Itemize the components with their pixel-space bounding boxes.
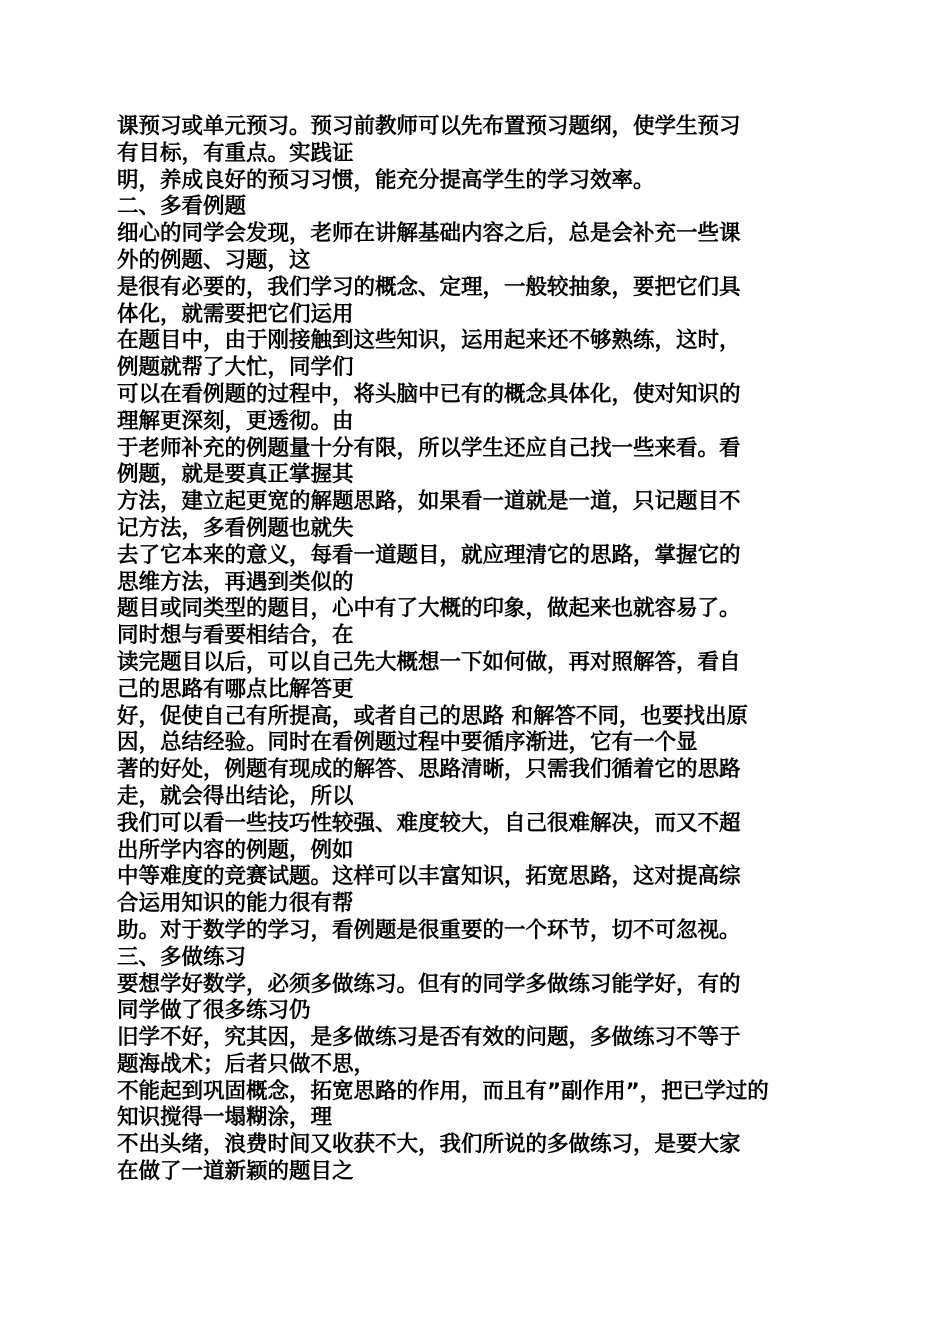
text-line: 题海战术；后者只做不思，	[117, 1051, 376, 1077]
text-line: 旧学不好，究其因，是多做练习是否有效的问题，多做练习不等于	[117, 1025, 741, 1051]
text-line: 记方法，多看例题也就失	[117, 515, 354, 541]
text-line: 己的思路有哪点比解答更	[117, 676, 354, 702]
text-line: 助。对于数学的学习，看例题是很重要的一个环节，切不可忽视。	[117, 917, 741, 943]
text-line: 我们可以看一些技巧性较强、难度较大，自己很难解决，而又不超	[117, 810, 741, 836]
text-line: 因，总结经验。同时在看例题过程中要循序渐进，它有一个显	[117, 730, 698, 756]
text-line: 可以在看例题的过程中，将头脑中已有的概念具体化，使对知识的	[117, 381, 741, 407]
text-line: 明，养成良好的预习习惯，能充分提高学生的学习效率。	[117, 167, 655, 193]
text-line: 读完题目以后，可以自己先大概想一下如何做，再对照解答，看自	[117, 649, 741, 675]
text-line: 三、多做练习	[117, 944, 247, 970]
text-line: 二、多看例题	[117, 194, 247, 220]
text-line: 要想学好数学，必须多做练习。但有的同学多做练习能学好，有的	[117, 971, 741, 997]
text-line: 题目或同类型的题目，心中有了大概的印象，做起来也就容易了。	[117, 596, 741, 622]
text-line: 好，促使自己有所提高，或者自己的思路 和解答不同，也要找出原	[117, 703, 748, 729]
text-line: 同学做了很多练习仍	[117, 998, 311, 1024]
text-line: 合运用知识的能力很有帮	[117, 891, 354, 917]
document-body	[117, 114, 837, 1186]
text-line: 不出头绪，浪费时间又收获不大，我们所说的多做练习，是要大家	[117, 1132, 741, 1158]
text-line: 方法，建立起更宽的解题思路，如果看一道就是一道，只记题目不	[117, 489, 741, 515]
text-line: 课预习或单元预习。预习前教师可以先布置预习题纲，使学生预习	[117, 114, 741, 139]
text-line: 同时想与看要相结合，在	[117, 623, 354, 649]
text-line: 不能起到巩固概念，拓宽思路的作用，而且有”副作用”，把已学过的	[117, 1078, 769, 1104]
text-line: 著的好处，例题有现成的解答、思路清晰，只需我们循着它的思路	[117, 757, 741, 783]
text-line: 思维方法，再遇到类似的	[117, 569, 354, 595]
text-line: 例题就帮了大忙，同学们	[117, 355, 354, 381]
text-line: 在做了一道新颖的题目之	[117, 1159, 354, 1185]
text-line: 理解更深刻，更透彻。由	[117, 408, 354, 434]
text-line: 在题目中，由于刚接触到这些知识，运用起来还不够熟练，这时，	[117, 328, 741, 354]
text-line: 去了它本来的意义，每看一道题目，就应理清它的思路，掌握它的	[117, 542, 741, 568]
text-line: 出所学内容的例题，例如	[117, 837, 354, 863]
text-line: 中等难度的竞赛试题。这样可以丰富知识，拓宽思路，这对提高综	[117, 864, 741, 890]
text-line: 细心的同学会发现，老师在讲解基础内容之后，总是会补充一些课	[117, 221, 741, 247]
text-line: 是很有必要的，我们学习的概念、定理，一般较抽象，要把它们具	[117, 274, 741, 300]
text-line: 有目标，有重点。实践证	[117, 140, 354, 166]
text-line: 例题，就是要真正掌握其	[117, 462, 354, 488]
text-line: 外的例题、习题，这	[117, 247, 311, 273]
text-line: 走，就会得出结论，所以	[117, 783, 354, 809]
text-line: 知识搅得一塌糊涂，理	[117, 1105, 333, 1131]
text-line: 于老师补充的例题量十分有限，所以学生还应自己找一些来看。看	[117, 435, 741, 461]
text-line: 体化，就需要把它们运用	[117, 301, 354, 327]
